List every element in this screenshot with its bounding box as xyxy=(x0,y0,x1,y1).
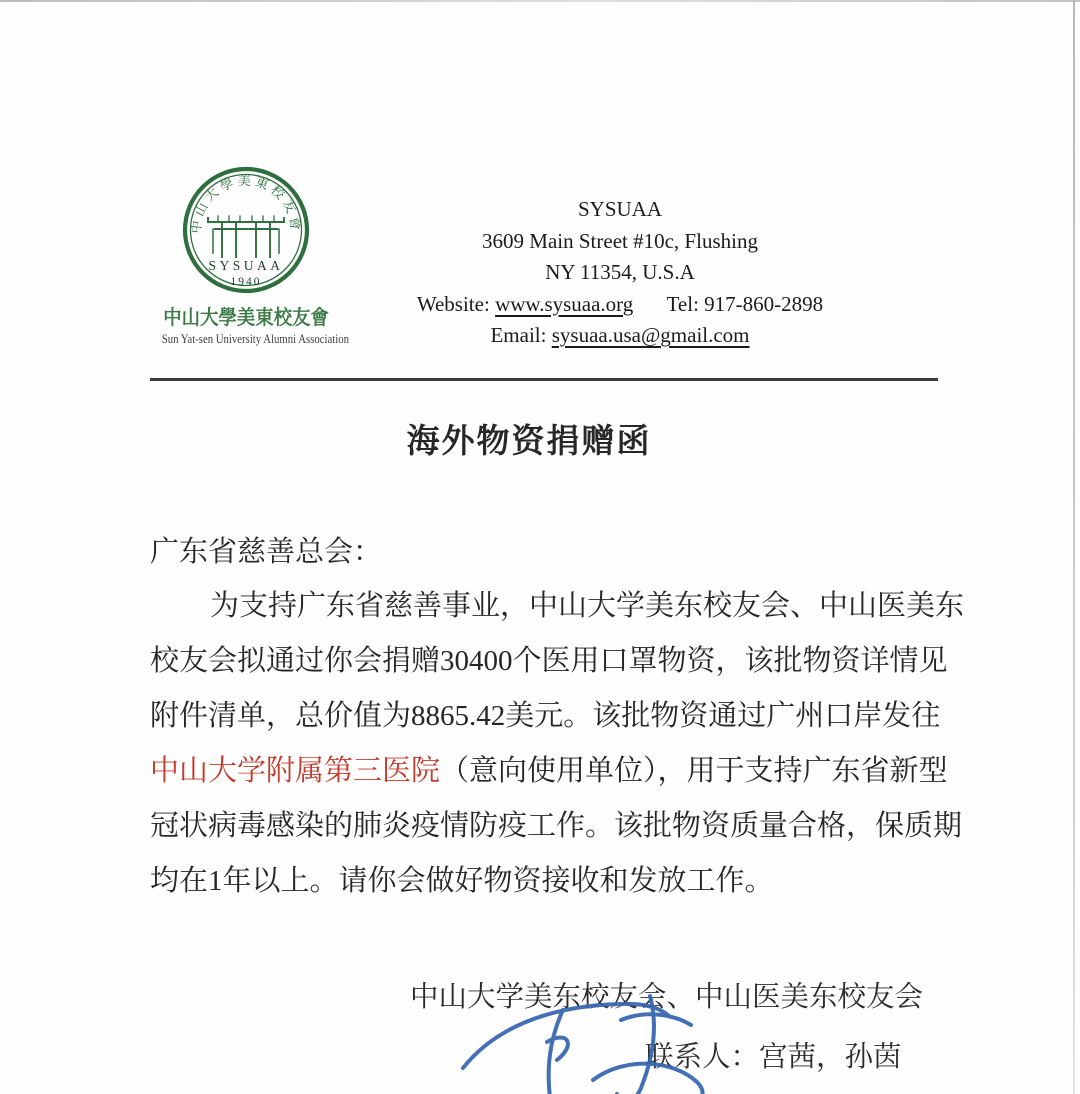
letterhead-contact-block xyxy=(328,194,912,352)
letterhead-logo-block xyxy=(148,166,349,347)
body-line-rest: （意向使用单位），用于支持广东省新型 xyxy=(440,755,948,787)
page-edge-right xyxy=(1073,0,1075,1094)
handwritten-signature xyxy=(445,990,755,1094)
org-name: SYSUAA xyxy=(577,197,663,221)
body-line: 均在1年以上。请你会做好物资接收和发放工作。 xyxy=(150,865,774,897)
body-line: 校友会拟通过你会捐赠30400个医用口罩物资，该批物资详情见 xyxy=(150,645,948,677)
letter-title: 海外物资捐赠函 xyxy=(406,422,652,459)
letterhead-divider-rule xyxy=(150,378,938,381)
seal-arc-text: 中山大學美東校友會 xyxy=(188,173,304,235)
signature-organizations: 中山大学美东校友会、中山医美东校友会 xyxy=(410,982,924,1013)
email-link[interactable]: sysuaa.usa@gmail.com xyxy=(551,323,750,347)
email-label: Email: xyxy=(490,323,547,347)
tel-number: 917-860-2898 xyxy=(704,291,824,316)
body-line xyxy=(150,744,948,799)
letter-body xyxy=(150,579,965,909)
paifang-gate-icon xyxy=(208,216,284,257)
page-edge-top xyxy=(0,0,1080,2)
seal-sysuaa-text: SYSUAA xyxy=(208,258,284,273)
hospital-name-highlight: 中山大学附属第三医院 xyxy=(150,755,441,787)
contact-person-line: 联系人：宫茜，孙茵 xyxy=(645,1042,902,1073)
association-chinese-name: 中山大學美東校友會 xyxy=(163,307,329,329)
association-english-name: Sun Yat-sen University Alumni Association xyxy=(161,332,349,346)
address-line-1: 3609 Main Street #10c, Flushing xyxy=(482,228,758,253)
email-line xyxy=(328,320,912,352)
salutation: 广东省慈善总会： xyxy=(150,536,383,568)
body-line: 附件清单，总价值为8865.42美元。该批物资通过广州口岸发往 xyxy=(150,700,941,732)
website-link[interactable]: www.sysuaa.org xyxy=(495,291,634,316)
website-tel-line xyxy=(328,289,912,321)
address-line-2: NY 11354, U.S.A xyxy=(545,260,695,284)
sysuaa-seal-icon xyxy=(182,166,310,294)
seal-year-text: 1940 xyxy=(230,276,262,288)
body-line: 冠状病毒感染的肺炎疫情防疫工作。该批物资质量合格，保质期 xyxy=(150,810,963,842)
body-line: 为支持广东省慈善事业，中山大学美东校友会、中山医美东 xyxy=(210,590,965,622)
tel-label: Tel: xyxy=(666,291,699,316)
website-label: Website: xyxy=(416,291,490,316)
